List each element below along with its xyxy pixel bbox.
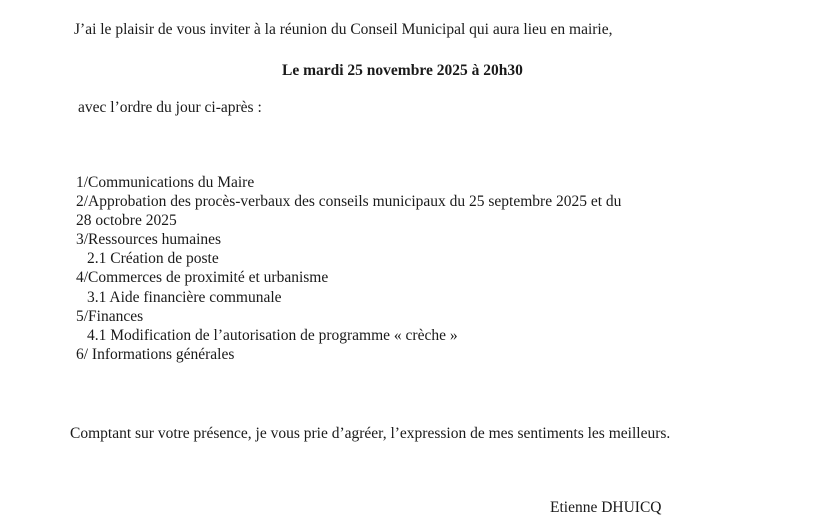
closing-paragraph: Comptant sur votre présence, je vous prie d’agréer, l’expression de mes sentiments les meilleurs.: [70, 425, 671, 442]
agenda-subitem: 3.1 Aide financière communale: [87, 288, 282, 306]
agenda-item: 4/Commerces de proximité et urbanisme: [76, 269, 329, 287]
agenda-item: 6/ Informations générales: [76, 345, 235, 363]
agenda-item: 5/Finances: [76, 307, 144, 325]
agenda-item-continuation: 28 octobre 2025: [76, 212, 177, 230]
agenda-subitem: 2.1 Création de poste: [87, 250, 219, 268]
agenda-intro: avec l’ordre du jour ci-après :: [78, 99, 262, 116]
meeting-date: Le mardi 25 novembre 2025 à 20h30: [282, 62, 523, 79]
agenda-subitem: 4.1 Modification de l’autorisation de programme « crèche »: [87, 326, 458, 344]
agenda-item: 1/Communications du Maire: [76, 174, 255, 191]
agenda-list: [76, 173, 621, 364]
intro-paragraph: J’ai le plaisir de vous inviter à la réunion du Conseil Municipal qui aura lieu en mairie,: [74, 21, 613, 38]
signature-name: Etienne DHUICQ: [550, 499, 662, 516]
agenda-item: 2/Approbation des procès-verbaux des conseils municipaux du 25 septembre 2025 et du: [76, 193, 622, 211]
agenda-item: 3/Ressources humaines: [76, 231, 222, 249]
